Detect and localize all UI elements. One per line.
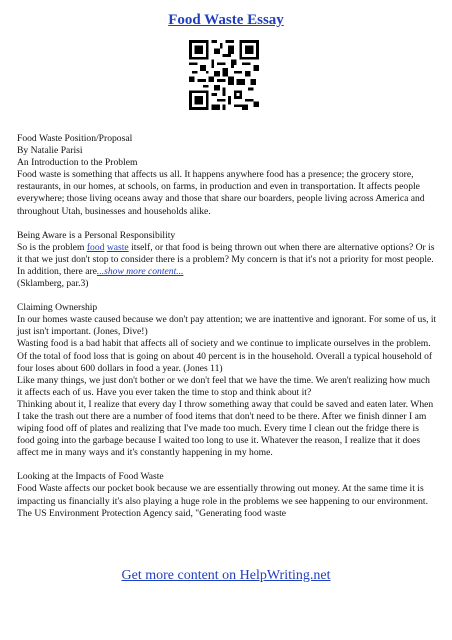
claiming-paragraph-2: Wasting food is a bad habit that affects all of society and we continue to implicate ourselves in the problem. Of the total of food loss that is going on about 40 percent is in the household. Overall a typical household of four loses about 600 dollars in food a year. (Jones 11) [17, 338, 433, 374]
show-more-link[interactable]: ...show more content... [96, 265, 184, 277]
aware-text-post: itself, or that food is being thrown out when there are alternative options? Or is it that we just don't stop to consider there is a problem? My concern is that it's not a priority for most people. In addition, there are [17, 241, 435, 277]
aware-heading: Being Aware is a Personal Responsibility [17, 229, 176, 241]
essay-body [17, 133, 437, 520]
page-title[interactable]: Food Waste Essay [168, 12, 284, 28]
aware-paragraph [17, 242, 437, 278]
claiming-paragraph-4: Thinking about it, I realize that every day I throw something away that could be saved and eaten later. When I take the trash out there are a number of food items that don't need to be there. After we finish dinner I am wiping food off of plates and realizing that I've made too much. Every time I clean out the fridge there is food going into the garbage because I waited too long to use it. Whatever the reason, I realize that it does affect me in many ways and it's constantly happening in my home. [17, 398, 434, 459]
proposal-heading: Food Waste Position/Proposal [17, 133, 133, 144]
claiming-paragraph-3: Like many things, we just don't bother or we don't feel that we have the time. We aren't realizing how much it affects each of us. Have you ever taken the time to stop and think about it? [17, 374, 430, 398]
food-link[interactable]: food [86, 241, 105, 253]
intro-paragraph: Food waste is something that affects us all. It happens anywhere food has a presence; the grocery store, restaurants, in our homes, at schools, on farms, in production and even in transportation. It affects people everywhere; those living oceans away and those that share our boarders, people living across America and throughout Utah, businesses and households alike. [17, 169, 425, 217]
claiming-paragraph-1: In our homes waste caused because we don't pay attention; we are inattentive and ignorant. For some of us, it just isn't important. (Jones, Dive!) [17, 314, 437, 338]
author-line: By Natalie Parisi [17, 145, 83, 157]
waste-link[interactable]: waste [106, 241, 129, 253]
footer-link[interactable]: Get more content on HelpWriting.net [121, 568, 331, 583]
claiming-heading: Claiming Ownership [17, 302, 98, 314]
impacts-paragraph-2: The US Environment Protection Agency said, "Generating food waste [17, 507, 287, 519]
qr-code-icon [189, 40, 259, 110]
aware-text-pre: So is the problem [17, 241, 87, 253]
citation: (Sklamberg, par.3) [17, 278, 89, 290]
impacts-paragraph-1: Food Waste affects our pocket book because we are essentially throwing out money. At the same time it is impacting us financially it's also playing a huge role in the problems we see happening to our environment. [17, 483, 428, 507]
intro-heading: An Introduction to the Problem [17, 157, 138, 169]
impacts-heading: Looking at the Impacts of Food Waste [17, 471, 164, 483]
